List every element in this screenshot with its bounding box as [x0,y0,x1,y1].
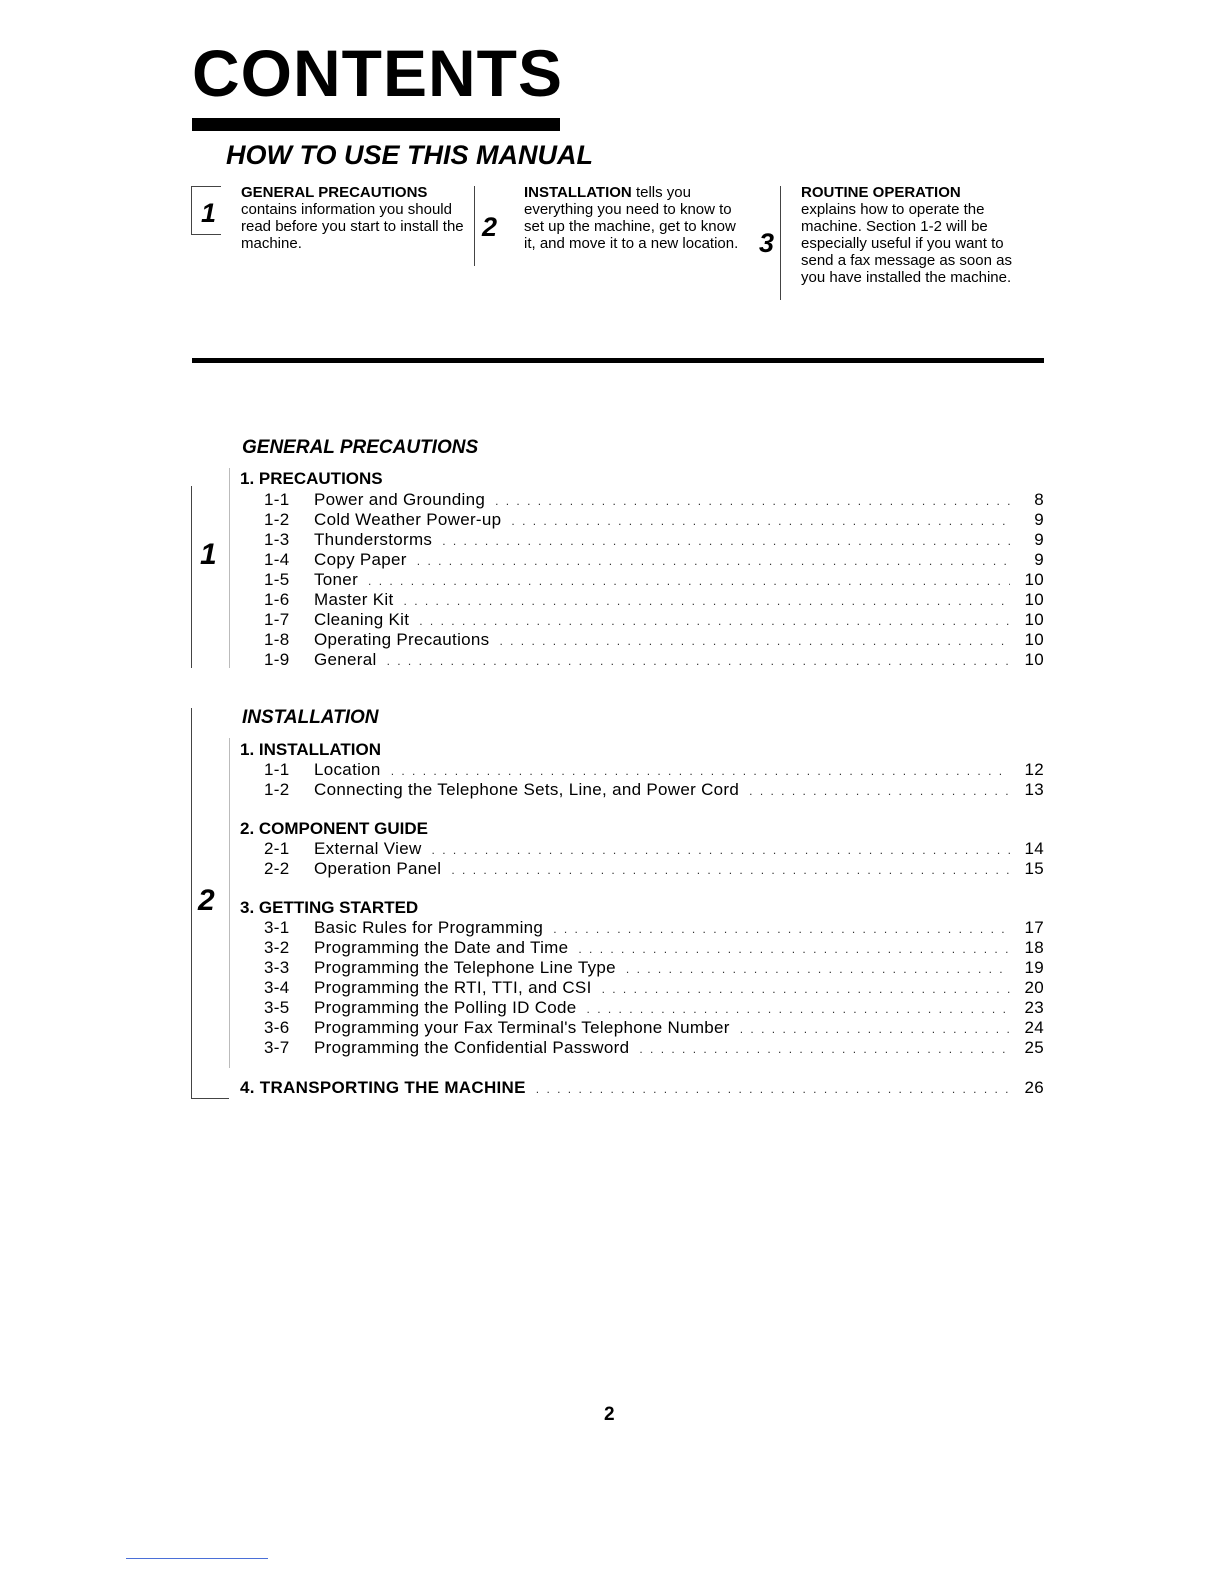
toc-entry[interactable] [264,998,1044,1018]
intro-1-bracket [191,186,192,234]
page-title: CONTENTS [192,36,563,110]
entry-number: 1-5 [264,570,290,589]
entry-title: Programming your Fax Terminal's Telephone Number [314,1018,730,1037]
title-underline-bar [192,118,560,131]
entry-title: Programming the Telephone Line Type [314,958,616,977]
intro-3-heading: ROUTINE OPERATION [801,184,961,201]
dot-leader [495,494,1010,508]
entry-title: Connecting the Telephone Sets, Line, and Power Cord [314,780,740,799]
entry-title: Programming the RTI, TTI, and CSI [314,978,592,997]
intro-1-heading: GENERAL PRECAUTIONS [241,184,428,201]
toc-entry[interactable] [264,1038,1044,1058]
entry-number: 1-3 [264,530,290,549]
toc-entry[interactable] [264,590,1044,610]
entry-number: 1-2 [264,510,290,529]
dot-leader [432,843,1010,857]
chapter-title: 4. TRANSPORTING THE MACHINE [240,1078,526,1097]
entry-page: 24 [1024,1018,1044,1037]
toc-entry[interactable] [264,859,1044,879]
entry-number: 2-1 [264,839,290,858]
entry-number: 3-5 [264,998,290,1017]
entry-number: 3-6 [264,1018,290,1037]
intro-general-precautions [241,184,471,252]
section-1-inner-rule [229,468,230,668]
entry-page: 12 [1024,760,1044,779]
entry-title: Programming the Confidential Password [314,1038,630,1057]
dot-leader [626,962,1010,976]
dot-leader [740,1022,1010,1036]
entry-number: 3-7 [264,1038,290,1057]
dot-leader [536,1082,1010,1096]
toc-entry[interactable] [264,780,1044,800]
entry-page: 25 [1024,1038,1044,1057]
entry-number: 3-2 [264,938,290,957]
entry-number: 3-4 [264,978,290,997]
intro-3-body: explains how to operate the machine. Section 1-2 will be especially useful if you want to send a fax message as soon as you have installed the machine. [801,201,1012,286]
dot-leader [578,942,1010,956]
section-2-bracket-bottom [191,1098,229,1099]
entry-page: 17 [1024,918,1044,937]
entry-page: 26 [1024,1078,1044,1097]
intro-3-number: 3 [759,228,775,258]
intro-2-heading: INSTALLATION [524,184,632,201]
entry-number: 3-3 [264,958,290,977]
entry-number: 1-9 [264,650,290,669]
entry-title: External View [314,839,422,858]
toc-entry[interactable] [264,510,1044,530]
entry-page: 9 [1034,510,1044,529]
dot-leader [602,982,1010,996]
toc-entry[interactable] [264,570,1044,590]
entry-number: 1-8 [264,630,290,649]
entry-title: Location [314,760,381,779]
toc-entry[interactable] [264,530,1044,550]
chapter-title: 3. GETTING STARTED [240,898,419,917]
entry-number: 1-1 [264,490,290,509]
intro-3-bracket [780,186,781,300]
entry-page: 8 [1034,490,1044,509]
entry-page: 13 [1024,780,1044,799]
dot-leader [511,514,1010,528]
entry-page: 23 [1024,998,1044,1017]
chapter-title: 2. COMPONENT GUIDE [240,819,428,838]
entry-title: Copy Paper [314,550,407,569]
entry-number: 1-4 [264,550,290,569]
entry-title: General [314,650,377,669]
entry-title: Programming the Polling ID Code [314,998,577,1017]
entry-number: 1-7 [264,610,290,629]
intro-1-body: contains information you should read before you start to install the machine. [241,201,464,252]
section-2-number: 2 [198,884,215,917]
page-number: 2 [604,1404,615,1425]
intro-installation [524,184,744,252]
entry-title: Operating Precautions [314,630,490,649]
entry-page: 10 [1024,590,1044,609]
toc-entry[interactable] [264,760,1044,780]
section-2-bracket [191,708,192,1098]
toc-entry[interactable] [264,550,1044,570]
dot-leader [553,922,1010,936]
dot-leader [387,654,1010,668]
entry-title: Cleaning Kit [314,610,410,629]
entry-title: Basic Rules for Programming [314,918,544,937]
entry-page: 10 [1024,630,1044,649]
entry-page: 20 [1024,978,1044,997]
entry-number: 1-6 [264,590,290,609]
chapter-title: 1. PRECAUTIONS [240,469,383,488]
dot-leader [451,863,1010,877]
dot-leader [368,574,1010,588]
link-underline [126,1558,268,1559]
dot-leader [419,614,1010,628]
intro-2-number: 2 [482,212,498,242]
entry-number: 1-2 [264,780,290,799]
entry-page: 9 [1034,530,1044,549]
toc-entry[interactable] [264,630,1044,650]
entry-title: Power and Grounding [314,490,486,509]
dot-leader [404,594,1010,608]
chapter-title: 1. INSTALLATION [240,740,382,759]
toc-entry[interactable] [264,1018,1044,1038]
entry-number: 1-1 [264,760,290,779]
section-2-inner-rule [229,738,230,1068]
entry-title: Thunderstorms [314,530,433,549]
intro-2-bracket [474,186,475,266]
section-divider [192,358,1044,363]
entry-number: 3-1 [264,918,290,937]
dot-leader [587,1002,1010,1016]
toc-entry[interactable] [264,490,1044,510]
page-subtitle: HOW TO USE THIS MANUAL [226,140,593,170]
entry-page: 14 [1024,839,1044,858]
dot-leader [639,1042,1010,1056]
intro-1-bracket-bottom [191,234,221,235]
entry-title: Programming the Date and Time [314,938,569,957]
entry-page: 10 [1024,570,1044,589]
entry-page: 10 [1024,650,1044,669]
dot-leader [442,534,1010,548]
entry-page: 15 [1024,859,1044,878]
intro-1-bracket-top [191,186,221,187]
toc-entry[interactable] [264,839,1044,859]
entry-title: Toner [314,570,359,589]
toc-entry[interactable] [264,958,1044,978]
entry-page: 19 [1024,958,1044,977]
entry-title: Cold Weather Power-up [314,510,502,529]
toc-entry[interactable] [264,938,1044,958]
entry-title: Operation Panel [314,859,442,878]
toc-entry[interactable] [264,918,1044,938]
intro-1-number: 1 [201,198,217,228]
dot-leader [749,784,1010,798]
section-heading-general-precautions: GENERAL PRECAUTIONS [242,437,479,458]
entry-page: 10 [1024,610,1044,629]
dot-leader [417,554,1010,568]
toc-entry[interactable] [264,650,1044,670]
toc-entry[interactable] [264,978,1044,998]
entry-page: 9 [1034,550,1044,569]
entry-page: 18 [1024,938,1044,957]
entry-number: 2-2 [264,859,290,878]
toc-entry[interactable] [264,610,1044,630]
intro-2-body: tells you everything you need to know to set up the machine, get to know it, and move it to a new location. [524,184,739,252]
toc-entry-transporting[interactable] [240,1078,1044,1098]
dot-leader [499,634,1010,648]
intro-routine-operation [801,184,1037,286]
dot-leader [391,764,1010,778]
entry-title: Master Kit [314,590,394,609]
section-heading-installation: INSTALLATION [242,707,379,728]
section-1-number: 1 [200,538,217,571]
section-1-bracket [191,486,192,668]
